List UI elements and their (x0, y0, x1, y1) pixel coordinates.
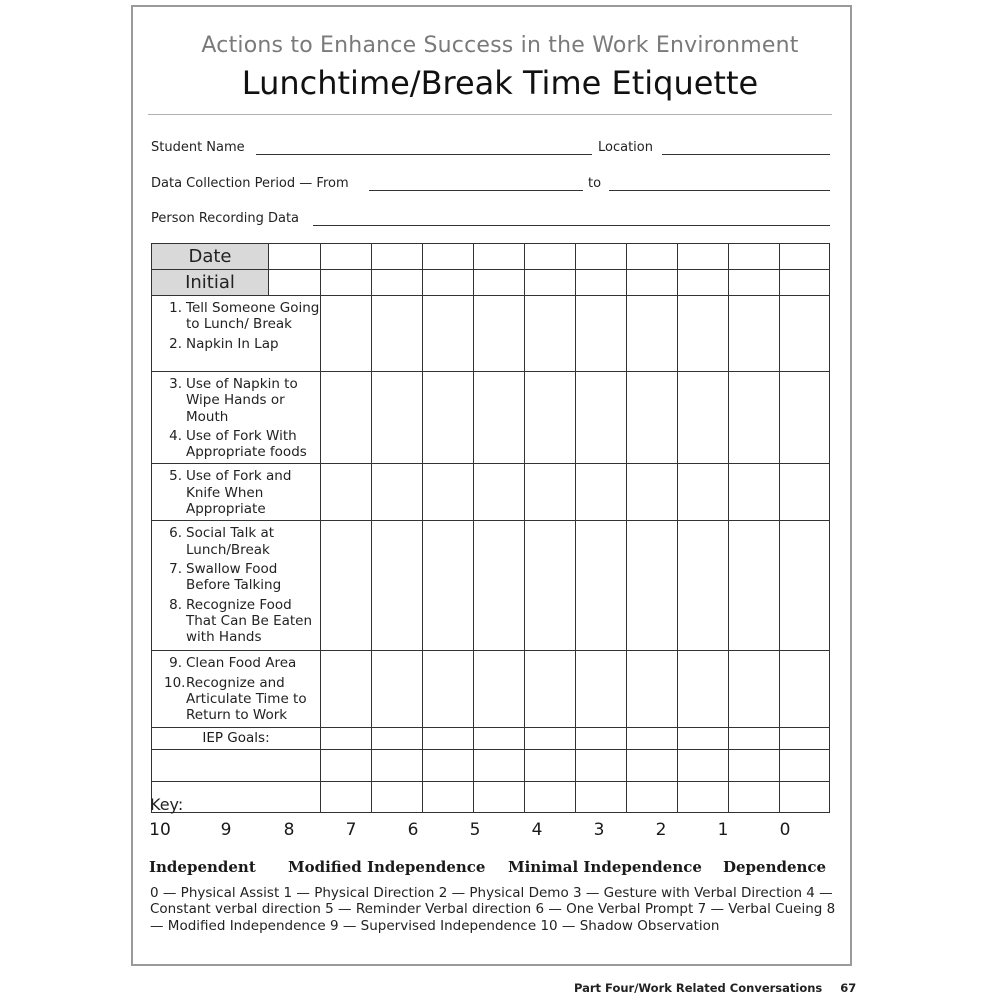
data-cell[interactable] (576, 727, 627, 749)
data-cell[interactable] (423, 464, 474, 521)
person-recording-field[interactable] (313, 225, 830, 226)
data-cell[interactable] (729, 372, 780, 464)
date-cell[interactable] (372, 244, 423, 270)
key-legend: 0 — Physical Assist 1 — Physical Direction 2 — Physical Demo 3 — Gesture with Verbal Direction 4 — Constant verbal direction 5 — Reminder Verbal direction 6 — One Verbal Prompt 7 — Verbal Cueing 8 — Modified Independence 9 — Supervised Independence 10 — Shadow Observation (150, 885, 836, 934)
behavior-row (152, 651, 830, 727)
data-cell[interactable] (525, 781, 576, 812)
behavior-cell (152, 464, 321, 521)
data-cell[interactable] (780, 749, 830, 781)
level-independent: Independent (149, 858, 256, 876)
data-cell[interactable] (474, 727, 525, 749)
data-cell[interactable] (474, 372, 525, 464)
data-cell[interactable] (423, 727, 474, 749)
page-footer (574, 981, 856, 995)
initial-cell[interactable] (474, 270, 525, 296)
data-cell[interactable] (372, 464, 423, 521)
subtitle: Actions to Enhance Success in the Work Environment (201, 33, 799, 58)
data-cell[interactable] (423, 651, 474, 727)
iep-row (152, 781, 830, 812)
data-cell[interactable] (474, 651, 525, 727)
behavior-item: 9. Clean Food Area (169, 655, 297, 672)
data-cell[interactable] (627, 521, 678, 651)
data-cell[interactable] (678, 781, 729, 812)
data-cell[interactable] (729, 521, 780, 651)
data-cell[interactable] (780, 521, 830, 651)
behavior-cell (152, 372, 321, 464)
behavior-row (152, 372, 830, 464)
scale-number: 8 (283, 820, 295, 840)
data-period-from-field[interactable] (369, 190, 583, 191)
data-cell[interactable] (678, 651, 729, 727)
iep-goal-cell[interactable] (152, 749, 321, 781)
data-cell[interactable] (576, 372, 627, 464)
initial-label: Initial (152, 270, 269, 296)
data-cell[interactable] (372, 727, 423, 749)
iep-goals-label: IEP Goals: (152, 727, 321, 749)
key-label: Key: (150, 795, 184, 814)
date-cell[interactable] (729, 244, 780, 270)
behavior-item: 8. Recognize Food That Can Be Eaten with Hands (169, 596, 313, 646)
data-cell[interactable] (372, 372, 423, 464)
data-cell[interactable] (678, 521, 729, 651)
scale-number: 6 (407, 820, 419, 840)
initial-cell[interactable] (525, 270, 576, 296)
behavior-item: 1. Tell Someone Going to Lunch/ Break (169, 300, 320, 333)
data-cell[interactable] (525, 296, 576, 372)
behavior-row (152, 464, 830, 521)
data-cell[interactable] (780, 464, 830, 521)
data-cell[interactable] (780, 651, 830, 727)
behavior-item: 7. Swallow Food Before Talking (169, 560, 282, 594)
data-cell[interactable] (678, 749, 729, 781)
behavior-row (152, 521, 830, 651)
initial-cell[interactable] (321, 270, 372, 296)
data-cell[interactable] (321, 651, 372, 727)
data-cell[interactable] (474, 749, 525, 781)
data-cell[interactable] (423, 521, 474, 651)
iep-row (152, 749, 830, 781)
data-cell[interactable] (729, 651, 780, 727)
data-cell[interactable] (780, 372, 830, 464)
initial-cell[interactable] (269, 270, 321, 296)
data-cell[interactable] (423, 781, 474, 812)
date-cell[interactable] (423, 244, 474, 270)
data-cell[interactable] (576, 781, 627, 812)
data-period-to-label: to (588, 176, 602, 191)
scale-number: 1 (717, 820, 729, 840)
level-modified-independence: Modified Independence (288, 858, 486, 876)
data-cell[interactable] (321, 464, 372, 521)
data-cell[interactable] (474, 521, 525, 651)
student-name-field[interactable] (256, 154, 592, 155)
data-cell[interactable] (423, 296, 474, 372)
data-table (151, 243, 830, 813)
data-cell[interactable] (729, 781, 780, 812)
data-cell[interactable] (525, 749, 576, 781)
data-cell[interactable] (525, 521, 576, 651)
initial-cell[interactable] (423, 270, 474, 296)
scale-number: 10 (149, 820, 171, 840)
level-minimal-independence: Minimal Independence (508, 858, 702, 876)
initial-cell[interactable] (627, 270, 678, 296)
behavior-cell (152, 296, 321, 372)
data-cell[interactable] (525, 727, 576, 749)
data-cell[interactable] (321, 749, 372, 781)
behavior-cell (152, 651, 321, 727)
data-cell[interactable] (576, 296, 627, 372)
data-cell[interactable] (678, 372, 729, 464)
date-cell[interactable] (780, 244, 830, 270)
level-dependence: Dependence (723, 858, 827, 876)
title-divider (148, 114, 832, 115)
behavior-cell (152, 521, 321, 651)
data-cell[interactable] (627, 727, 678, 749)
date-row (152, 244, 830, 270)
data-period-to-field[interactable] (609, 190, 830, 191)
data-cell[interactable] (780, 727, 830, 749)
data-cell[interactable] (372, 296, 423, 372)
behavior-item: 10. Recognize and Articulate Time to Return to Work (164, 674, 307, 724)
data-cell[interactable] (474, 781, 525, 812)
data-cell[interactable] (627, 781, 678, 812)
data-cell[interactable] (321, 296, 372, 372)
data-cell[interactable] (678, 727, 729, 749)
data-cell[interactable] (321, 521, 372, 651)
data-period-label: Data Collection Period — From (151, 176, 349, 191)
scale-number: 7 (345, 820, 357, 840)
data-cell[interactable] (678, 296, 729, 372)
page-title: Lunchtime/Break Time Etiquette (241, 64, 759, 102)
location-field[interactable] (662, 154, 830, 155)
data-cell[interactable] (321, 372, 372, 464)
scale-number: 2 (655, 820, 667, 840)
data-cell[interactable] (627, 651, 678, 727)
data-cell[interactable] (627, 749, 678, 781)
date-cell[interactable] (269, 244, 321, 270)
footer-text: Part Four/Work Related Conversations (574, 981, 823, 995)
data-cell[interactable] (627, 296, 678, 372)
scale-number: 0 (779, 820, 791, 840)
behavior-item: 3. Use of Napkin to Wipe Hands or Mouth (169, 376, 298, 425)
iep-row (152, 727, 830, 749)
data-cell[interactable] (627, 372, 678, 464)
initial-cell[interactable] (372, 270, 423, 296)
data-cell[interactable] (525, 651, 576, 727)
scale-number: 4 (531, 820, 543, 840)
data-cell[interactable] (576, 521, 627, 651)
data-cell[interactable] (321, 781, 372, 812)
date-cell[interactable] (525, 244, 576, 270)
page-number: 67 (840, 981, 857, 995)
scale-number: 5 (469, 820, 481, 840)
scale-number: 9 (220, 820, 232, 840)
data-cell[interactable] (729, 727, 780, 749)
behavior-item: 6. Social Talk at Lunch/Break (169, 525, 275, 558)
data-cell[interactable] (525, 464, 576, 521)
initial-cell[interactable] (729, 270, 780, 296)
data-cell[interactable] (729, 749, 780, 781)
behavior-item: 2. Napkin In Lap (169, 335, 279, 352)
data-cell[interactable] (372, 521, 423, 651)
data-cell[interactable] (729, 296, 780, 372)
data-cell[interactable] (780, 296, 830, 372)
data-cell[interactable] (627, 464, 678, 521)
data-cell[interactable] (423, 749, 474, 781)
data-cell[interactable] (678, 464, 729, 521)
date-cell[interactable] (321, 244, 372, 270)
data-cell[interactable] (321, 727, 372, 749)
data-cell[interactable] (576, 749, 627, 781)
data-cell[interactable] (372, 781, 423, 812)
initial-cell[interactable] (780, 270, 830, 296)
initial-cell[interactable] (678, 270, 729, 296)
data-cell[interactable] (576, 464, 627, 521)
person-recording-label: Person Recording Data (151, 211, 300, 226)
behavior-item: 4. Use of Fork With Appropriate foods (169, 427, 307, 461)
data-cell[interactable] (525, 372, 576, 464)
date-label: Date (152, 244, 269, 270)
initial-row (152, 270, 830, 296)
data-cell[interactable] (474, 464, 525, 521)
scale-number: 3 (593, 820, 605, 840)
data-cell[interactable] (729, 464, 780, 521)
date-cell[interactable] (627, 244, 678, 270)
data-cell[interactable] (780, 781, 830, 812)
data-cell[interactable] (474, 296, 525, 372)
data-cell[interactable] (576, 651, 627, 727)
data-cell[interactable] (423, 372, 474, 464)
date-cell[interactable] (474, 244, 525, 270)
date-cell[interactable] (678, 244, 729, 270)
data-cell[interactable] (372, 749, 423, 781)
initial-cell[interactable] (576, 270, 627, 296)
location-label: Location (598, 140, 653, 155)
date-cell[interactable] (576, 244, 627, 270)
data-cell[interactable] (372, 651, 423, 727)
student-name-label: Student Name (151, 140, 245, 155)
behavior-item: 5. Use of Fork and Knife When Appropriate (169, 468, 292, 518)
behavior-row (152, 296, 830, 372)
